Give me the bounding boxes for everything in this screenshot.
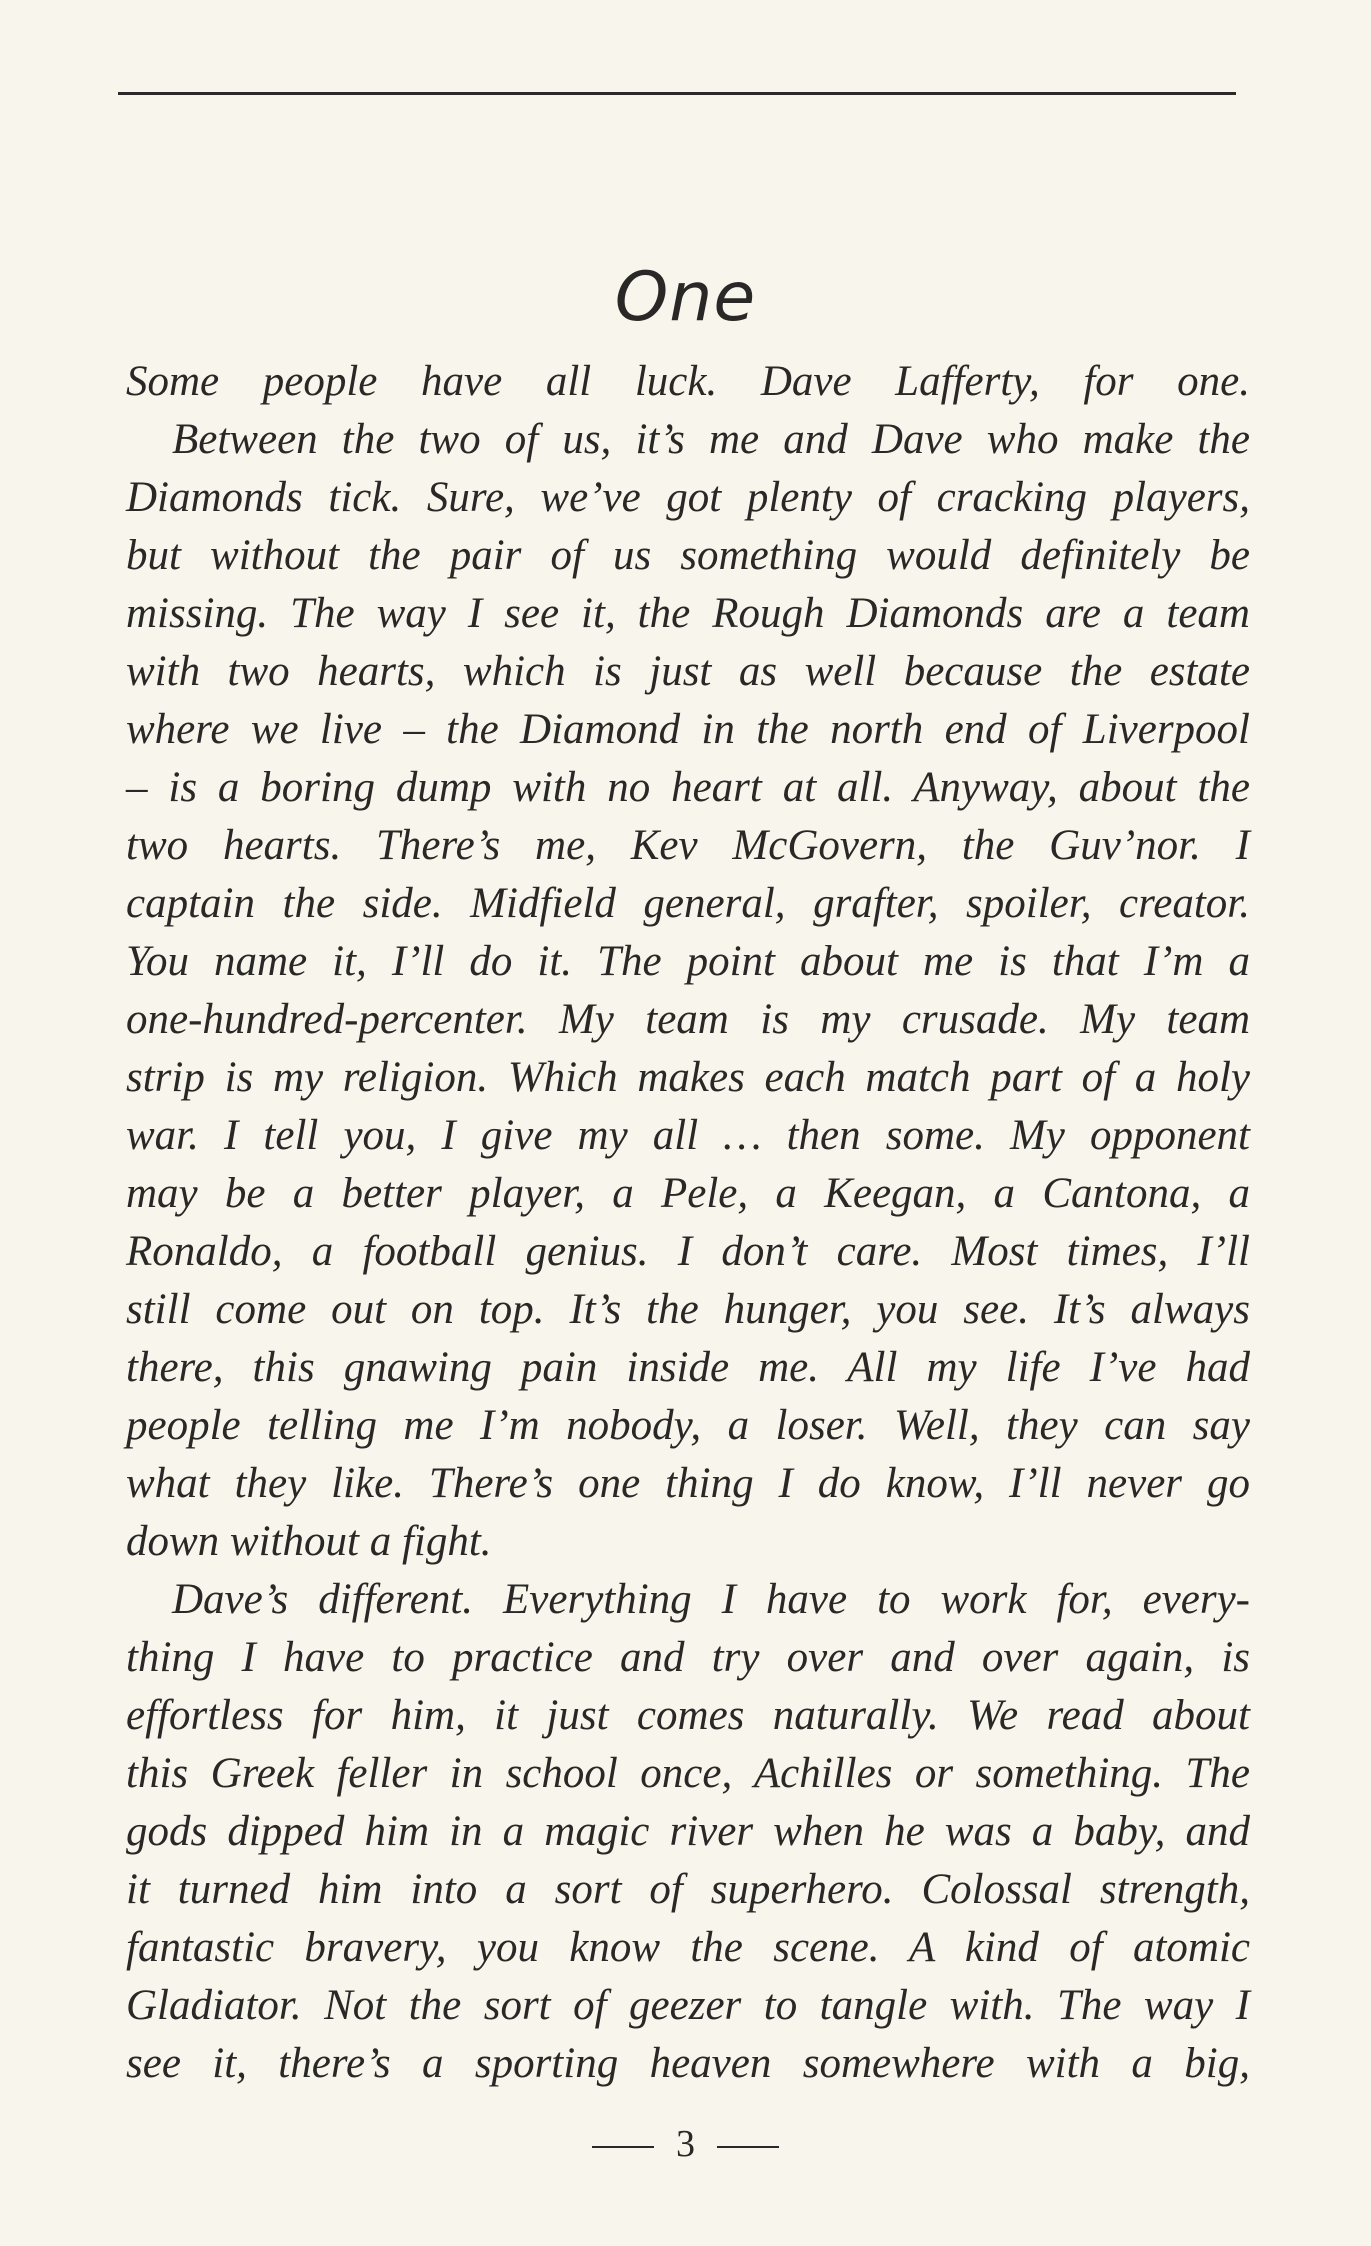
- text-line: effortless for him, it just comes naturally. We read about: [126, 1692, 1250, 1739]
- text-line: see it, there’s a sporting heaven somewhere with a big,: [126, 2040, 1250, 2087]
- text-line: two hearts. There’s me, Kev McGovern, the Guv’nor. I: [126, 822, 1250, 869]
- footer-dash-right: [717, 2146, 779, 2148]
- text-line: Between the two of us, it’s me and Dave who make the: [172, 416, 1250, 463]
- text-line: Diamonds tick. Sure, we’ve got plenty of cracking players,: [126, 474, 1250, 521]
- text-line: still come out on top. It’s the hunger, you see. It’s always: [126, 1286, 1250, 1333]
- text-line: one-hundred-percenter. My team is my crusade. My team: [126, 996, 1250, 1043]
- body-text: [126, 353, 1250, 2093]
- footer-dash-left: [592, 2146, 654, 2148]
- text-line: – is a boring dump with no heart at all. Anyway, about the: [126, 764, 1250, 811]
- text-line: Dave’s different. Everything I have to work for, every-: [172, 1576, 1250, 1623]
- text-line: war. I tell you, I give my all … then some. My opponent: [126, 1112, 1250, 1159]
- text-line: where we live – the Diamond in the north end of Liverpool: [126, 706, 1250, 753]
- text-line: Some people have all luck. Dave Lafferty, for one.: [126, 358, 1250, 405]
- text-line: Ronaldo, a football genius. I don’t care. Most times, I’ll: [126, 1228, 1250, 1275]
- text-line: missing. The way I see it, the Rough Diamonds are a team: [126, 590, 1250, 637]
- text-line: You name it, I’ll do it. The point about me is that I’m a: [126, 938, 1250, 985]
- text-line: captain the side. Midfield general, grafter, spoiler, creator.: [126, 880, 1250, 927]
- chapter-title: One: [614, 257, 757, 337]
- text-line: strip is my religion. Which makes each match part of a holy: [126, 1054, 1250, 1101]
- text-line: Gladiator. Not the sort of geezer to tangle with. The way I: [126, 1982, 1250, 2029]
- page-footer: [0, 2124, 1371, 2164]
- top-rule: [118, 92, 1236, 95]
- text-line: down without a fight.: [126, 1518, 492, 1565]
- text-line: fantastic bravery, you know the scene. A kind of atomic: [126, 1924, 1250, 1971]
- text-line: there, this gnawing pain inside me. All my life I’ve had: [126, 1344, 1250, 1391]
- text-line: what they like. There’s one thing I do know, I’ll never go: [126, 1460, 1250, 1507]
- text-line: this Greek feller in school once, Achilles or something. The: [126, 1750, 1250, 1797]
- text-line: it turned him into a sort of superhero. Colossal strength,: [126, 1866, 1250, 1913]
- text-line: but without the pair of us something would definitely be: [126, 532, 1250, 579]
- text-line: with two hearts, which is just as well because the estate: [126, 648, 1250, 695]
- text-line: gods dipped him in a magic river when he was a baby, and: [126, 1808, 1250, 1855]
- text-line: thing I have to practice and try over and over again, is: [126, 1634, 1250, 1681]
- text-line: people telling me I’m nobody, a loser. Well, they can say: [126, 1402, 1250, 1449]
- text-line: may be a better player, a Pele, a Keegan, a Cantona, a: [126, 1170, 1250, 1217]
- page-number: 3: [676, 2123, 695, 2165]
